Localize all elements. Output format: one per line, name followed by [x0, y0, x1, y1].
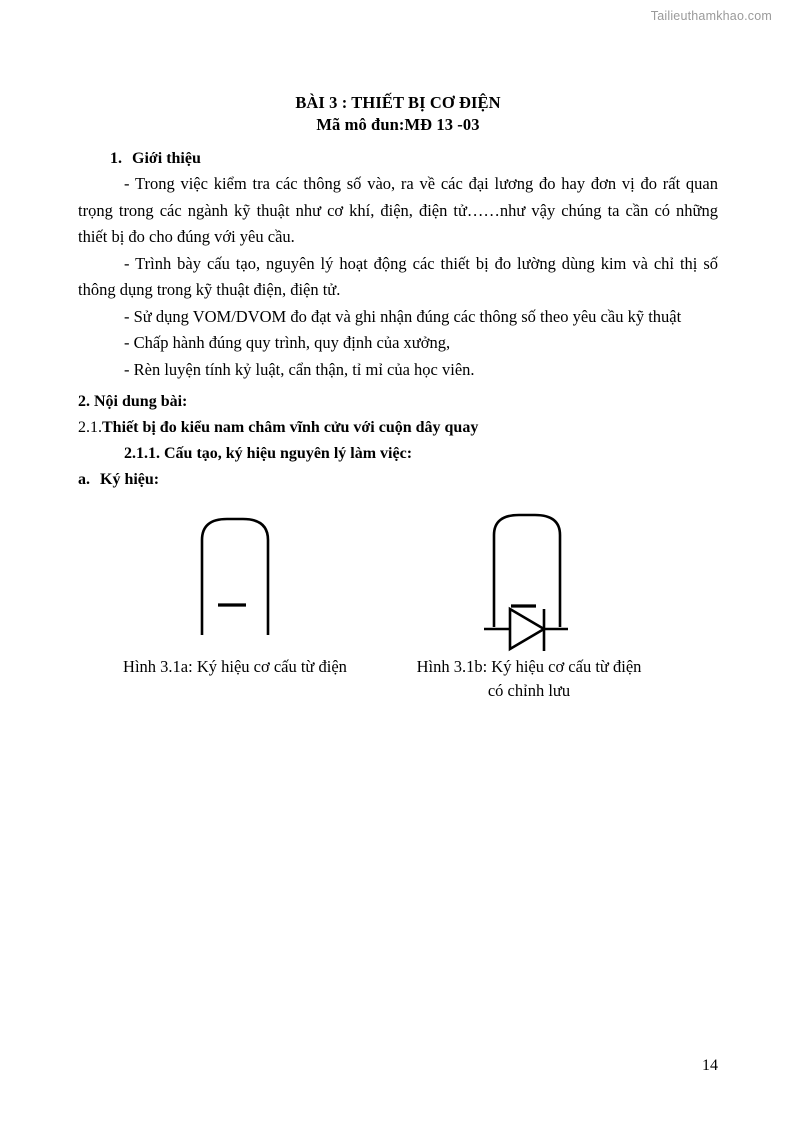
figure-3-1a-caption-line2: điện: [318, 657, 347, 676]
paragraph-1: - Trong việc kiểm tra các thông số vào, ra về các đại lương đo hay đơn vị đo rất quan trọng trong các ngành kỹ thuật như cơ khí, điện, điện tử……như vậy chúng ta cần có những thiết bị đo cho đúng với yêu cầu.: [78, 174, 718, 246]
figure-3-1b: [394, 505, 664, 703]
figure-3-1a: [100, 505, 370, 703]
section-heading-2-1: [78, 415, 718, 441]
moving-coil-meter-with-rectifier-symbol-icon: [464, 505, 594, 655]
figure-3-1b-artwork: [464, 505, 594, 655]
section-2-1-number: 2.1.: [78, 419, 102, 436]
section-1-label: Giới thiệu: [132, 150, 201, 167]
figure-3-1a-artwork: [180, 505, 290, 655]
moving-coil-meter-symbol-icon: [180, 505, 290, 645]
paragraph-2: - Trình bày cấu tạo, nguyên lý hoạt động các thiết bị đo lường dùng kim và chỉ thị số thông dụng trong kỹ thuật điện, điện tử.: [78, 253, 718, 299]
paragraph-4: - Chấp hành đúng quy trình, quy định của xưởng,: [124, 333, 451, 352]
figure-row: [78, 505, 718, 703]
document-content: [78, 92, 718, 493]
section-heading-a: [78, 467, 718, 493]
watermark-text: Tailieuthamkhao.com: [650, 9, 772, 23]
figure-3-1b-caption-line1: Hình 3.1b: Ký hiệu cơ cấu từ: [416, 657, 609, 676]
figure-3-1b-caption-line2: điện: [612, 657, 642, 676]
page-number: 14: [702, 1057, 718, 1074]
section-heading-1: [78, 146, 718, 171]
figure-3-1a-caption: [120, 655, 350, 679]
figure-3-1b-caption: [414, 655, 644, 703]
section-1-number: 1.: [110, 150, 122, 167]
page-title: BÀI 3 : THIẾT BỊ CƠ ĐIỆN: [295, 93, 501, 112]
section-heading-2-1-1: 2.1.1. Cấu tạo, ký hiệu nguyên lý làm việc:: [124, 445, 413, 462]
paragraph-5: - Rèn luyện tính kỷ luật, cẩn thận, tỉ mỉ của học viên.: [124, 359, 475, 379]
section-heading-2: 2. Nội dung bài:: [78, 393, 188, 410]
section-a-letter: a.: [78, 471, 90, 488]
figure-3-1a-caption-line1: Hình 3.1a: Ký hiệu cơ cấu từ: [123, 657, 315, 676]
section-2-1-label: Thiết bị đo kiểu nam châm vĩnh cửu với cuộn dây quay: [102, 419, 479, 436]
paragraph-3: - Sử dụng VOM/DVOM đo đạt và ghi nhận đúng các thông số theo yêu cầu kỹ thuật: [124, 306, 682, 326]
page-subtitle: Mã mô đun:MĐ 13 -03: [316, 115, 480, 134]
figure-3-1b-caption-line3: có chỉnh lưu: [487, 681, 571, 700]
section-a-label: Ký hiệu:: [100, 471, 160, 488]
